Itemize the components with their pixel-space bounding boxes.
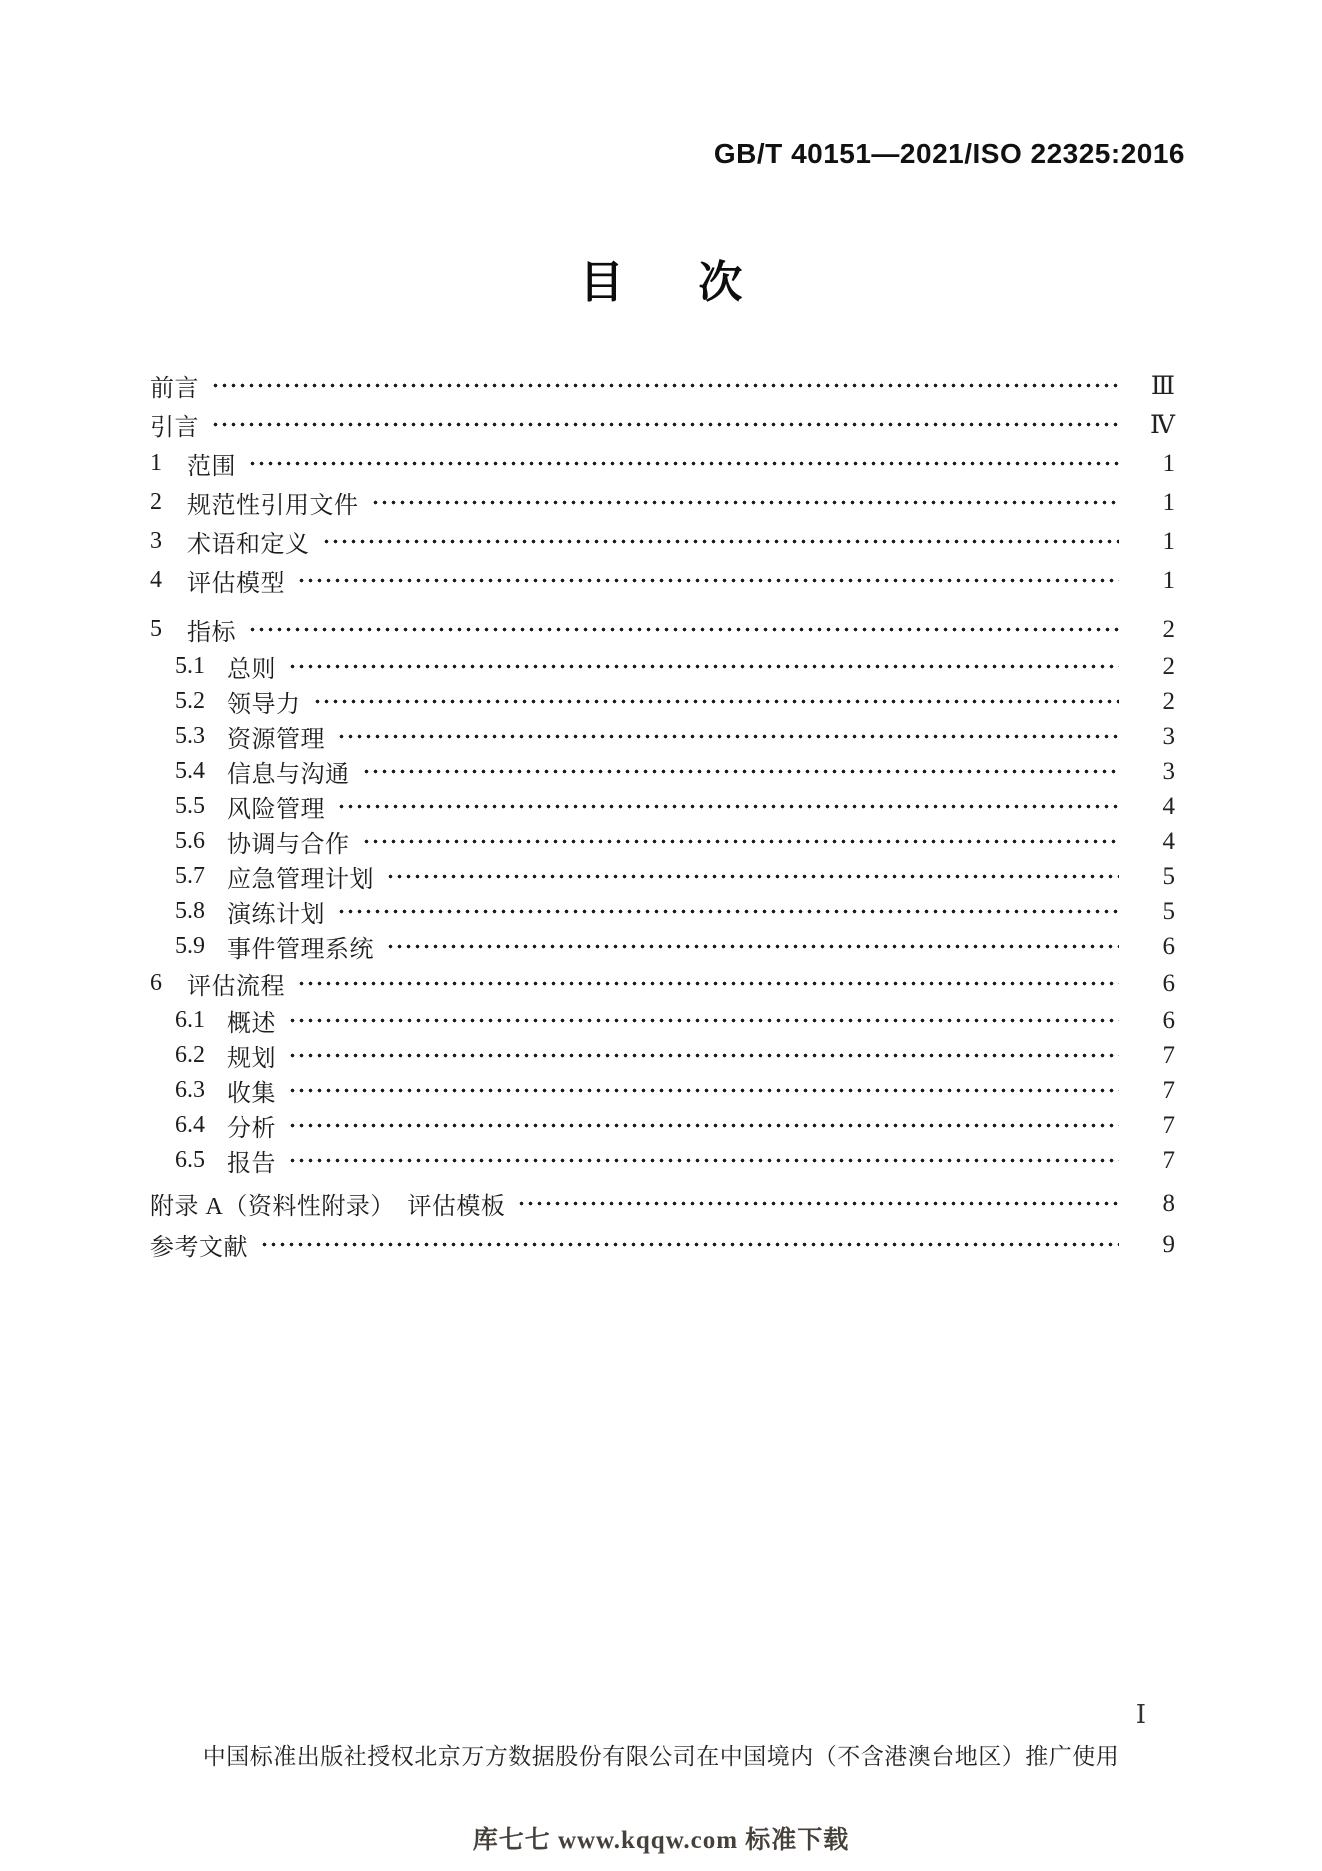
toc-entry-number: 6: [150, 970, 162, 996]
toc-entry: [175, 1143, 1185, 1178]
toc-entry-label: 报告: [227, 1151, 276, 1177]
toc-entry-label: 规划: [227, 1046, 276, 1072]
toc-entry: [150, 522, 1185, 561]
toc-entry-label: 应急管理计划: [227, 867, 374, 893]
toc-entry: [175, 789, 1185, 824]
toc-entry-page: 6: [1162, 1006, 1175, 1034]
toc-entry-page: Ⅳ: [1150, 411, 1175, 439]
dot-leader: [386, 865, 1119, 889]
dot-leader: [386, 935, 1119, 959]
toc-entry-page: 4: [1162, 827, 1175, 855]
toc-entry-page: 6: [1162, 932, 1175, 960]
toc-entry: [175, 684, 1185, 719]
toc-entry-number: 5.5: [175, 793, 205, 819]
dot-leader: [248, 618, 1119, 642]
dot-leader: [288, 655, 1119, 679]
toc-entry-label: 领导力: [227, 692, 301, 718]
table-of-contents: [150, 366, 1185, 1264]
toc-entry-number: 6.4: [175, 1112, 205, 1138]
toc-entry-label: 评估流程: [187, 974, 285, 1000]
dot-leader: [322, 530, 1120, 554]
toc-entry-label: 概述: [227, 1011, 276, 1037]
dot-leader: [288, 1044, 1119, 1068]
toc-entry-label: 指标: [187, 620, 236, 646]
dot-leader: [288, 1114, 1119, 1138]
toc-entry-page: 1: [1162, 488, 1175, 516]
toc-entry: [175, 894, 1185, 929]
dot-leader: [371, 491, 1120, 515]
dot-leader: [211, 413, 1119, 437]
toc-entry-page: 7: [1162, 1041, 1175, 1069]
publisher-authorization-notice: 中国标准出版社授权北京万方数据股份有限公司在中国境内（不含港澳台地区）推广使用: [202, 1744, 1120, 1769]
toc-entry-number: 2: [150, 489, 162, 515]
toc-entry-number: 5: [150, 616, 162, 642]
toc-entry-label: 风险管理: [227, 797, 325, 823]
toc-entry: [175, 1003, 1185, 1038]
dot-leader: [260, 1233, 1119, 1257]
toc-entry-number: 5.9: [175, 933, 205, 959]
toc-entry: [150, 610, 1185, 649]
dot-leader: [248, 452, 1119, 476]
dot-leader: [297, 972, 1119, 996]
toc-entry-number: 1: [150, 450, 162, 476]
toc-entry-page: 6: [1162, 969, 1175, 997]
toc-entry: [175, 719, 1185, 754]
toc-entry-page: 5: [1162, 897, 1175, 925]
toc-entry-label: 规范性引用文件: [187, 493, 359, 519]
toc-entry-page: Ⅲ: [1150, 372, 1175, 400]
dot-leader: [297, 569, 1119, 593]
toc-entry-number: 5.7: [175, 863, 205, 889]
toc-entry-page: 2: [1162, 652, 1175, 680]
toc-entry-page: 7: [1162, 1146, 1175, 1174]
toc-entry: [175, 1073, 1185, 1108]
toc-entry-label: 引言: [150, 415, 199, 441]
toc-entry-page: 4: [1162, 792, 1175, 820]
toc-entry: [175, 754, 1185, 789]
toc-entry-label: 资源管理: [227, 727, 325, 753]
toc-entry-label: 事件管理系统: [227, 937, 374, 963]
toc-entry-number: 6.1: [175, 1007, 205, 1033]
toc-entry-label: 收集: [227, 1081, 276, 1107]
toc-entry-number: 5.6: [175, 828, 205, 854]
toc-entry-label: 范围: [187, 454, 236, 480]
toc-entry-number: 6.5: [175, 1147, 205, 1173]
toc-entry-label: 附录 A（资料性附录） 评估模板: [150, 1194, 506, 1220]
toc-entry: [150, 1225, 1185, 1264]
dot-leader: [362, 760, 1120, 784]
toc-entry-number: 5.1: [175, 653, 205, 679]
toc-entry-page: 2: [1162, 687, 1175, 715]
toc-entry: [150, 1184, 1185, 1223]
dot-leader: [337, 900, 1119, 924]
toc-entry-number: 5.4: [175, 758, 205, 784]
toc-entry: [150, 964, 1185, 1003]
toc-entry: [150, 366, 1185, 405]
toc-entry-page: 3: [1162, 757, 1175, 785]
toc-entry: [150, 444, 1185, 483]
toc-entry-label: 演练计划: [227, 902, 325, 928]
toc-entry-number: 5.8: [175, 898, 205, 924]
toc-entry-page: 7: [1162, 1111, 1175, 1139]
dot-leader: [517, 1192, 1119, 1216]
toc-entry: [175, 1038, 1185, 1073]
toc-entry-number: 5.3: [175, 723, 205, 749]
download-watermark: 库七七 www.kqqw.com 标准下载: [472, 1827, 850, 1854]
toc-entry-page: 9: [1162, 1230, 1175, 1258]
toc-entry-label: 参考文献: [150, 1235, 248, 1261]
toc-entry-label: 术语和定义: [187, 532, 310, 558]
toc-entry-page: 1: [1162, 566, 1175, 594]
standard-code-header: GB/T 40151—2021/ISO 22325:2016: [713, 138, 1185, 169]
toc-entry-number: 3: [150, 528, 162, 554]
dot-leader: [211, 374, 1119, 398]
toc-entry: [150, 561, 1185, 600]
toc-entry-page: 7: [1162, 1076, 1175, 1104]
dot-leader: [362, 830, 1120, 854]
page-title: 目 次: [579, 258, 758, 307]
dot-leader: [313, 690, 1120, 714]
toc-entry-page: 3: [1162, 722, 1175, 750]
toc-entry-label: 协调与合作: [227, 832, 350, 858]
toc-entry-label: 前言: [150, 376, 199, 402]
dot-leader: [288, 1149, 1119, 1173]
toc-entry-number: 4: [150, 567, 162, 593]
toc-entry-page: 1: [1162, 449, 1175, 477]
toc-entry-page: 2: [1162, 615, 1175, 643]
toc-entry-number: 5.2: [175, 688, 205, 714]
toc-entry-page: 5: [1162, 862, 1175, 890]
toc-entry-label: 总则: [227, 657, 276, 683]
page-roman-numeral: Ⅰ: [1135, 1700, 1146, 1729]
toc-entry-page: 1: [1162, 527, 1175, 555]
dot-leader: [288, 1079, 1119, 1103]
toc-entry: [175, 1108, 1185, 1143]
toc-entry-page: 8: [1162, 1189, 1175, 1217]
toc-entry: [175, 859, 1185, 894]
toc-entry: [175, 929, 1185, 964]
toc-entry-label: 信息与沟通: [227, 762, 350, 788]
toc-entry: [150, 483, 1185, 522]
toc-entry-number: 6.3: [175, 1077, 205, 1103]
toc-entry-label: 评估模型: [187, 571, 285, 597]
toc-entry: [175, 649, 1185, 684]
toc-entry-label: 分析: [227, 1116, 276, 1142]
dot-leader: [288, 1009, 1119, 1033]
dot-leader: [337, 795, 1119, 819]
dot-leader: [337, 725, 1119, 749]
toc-entry: [150, 405, 1185, 444]
toc-entry: [175, 824, 1185, 859]
toc-entry-number: 6.2: [175, 1042, 205, 1068]
